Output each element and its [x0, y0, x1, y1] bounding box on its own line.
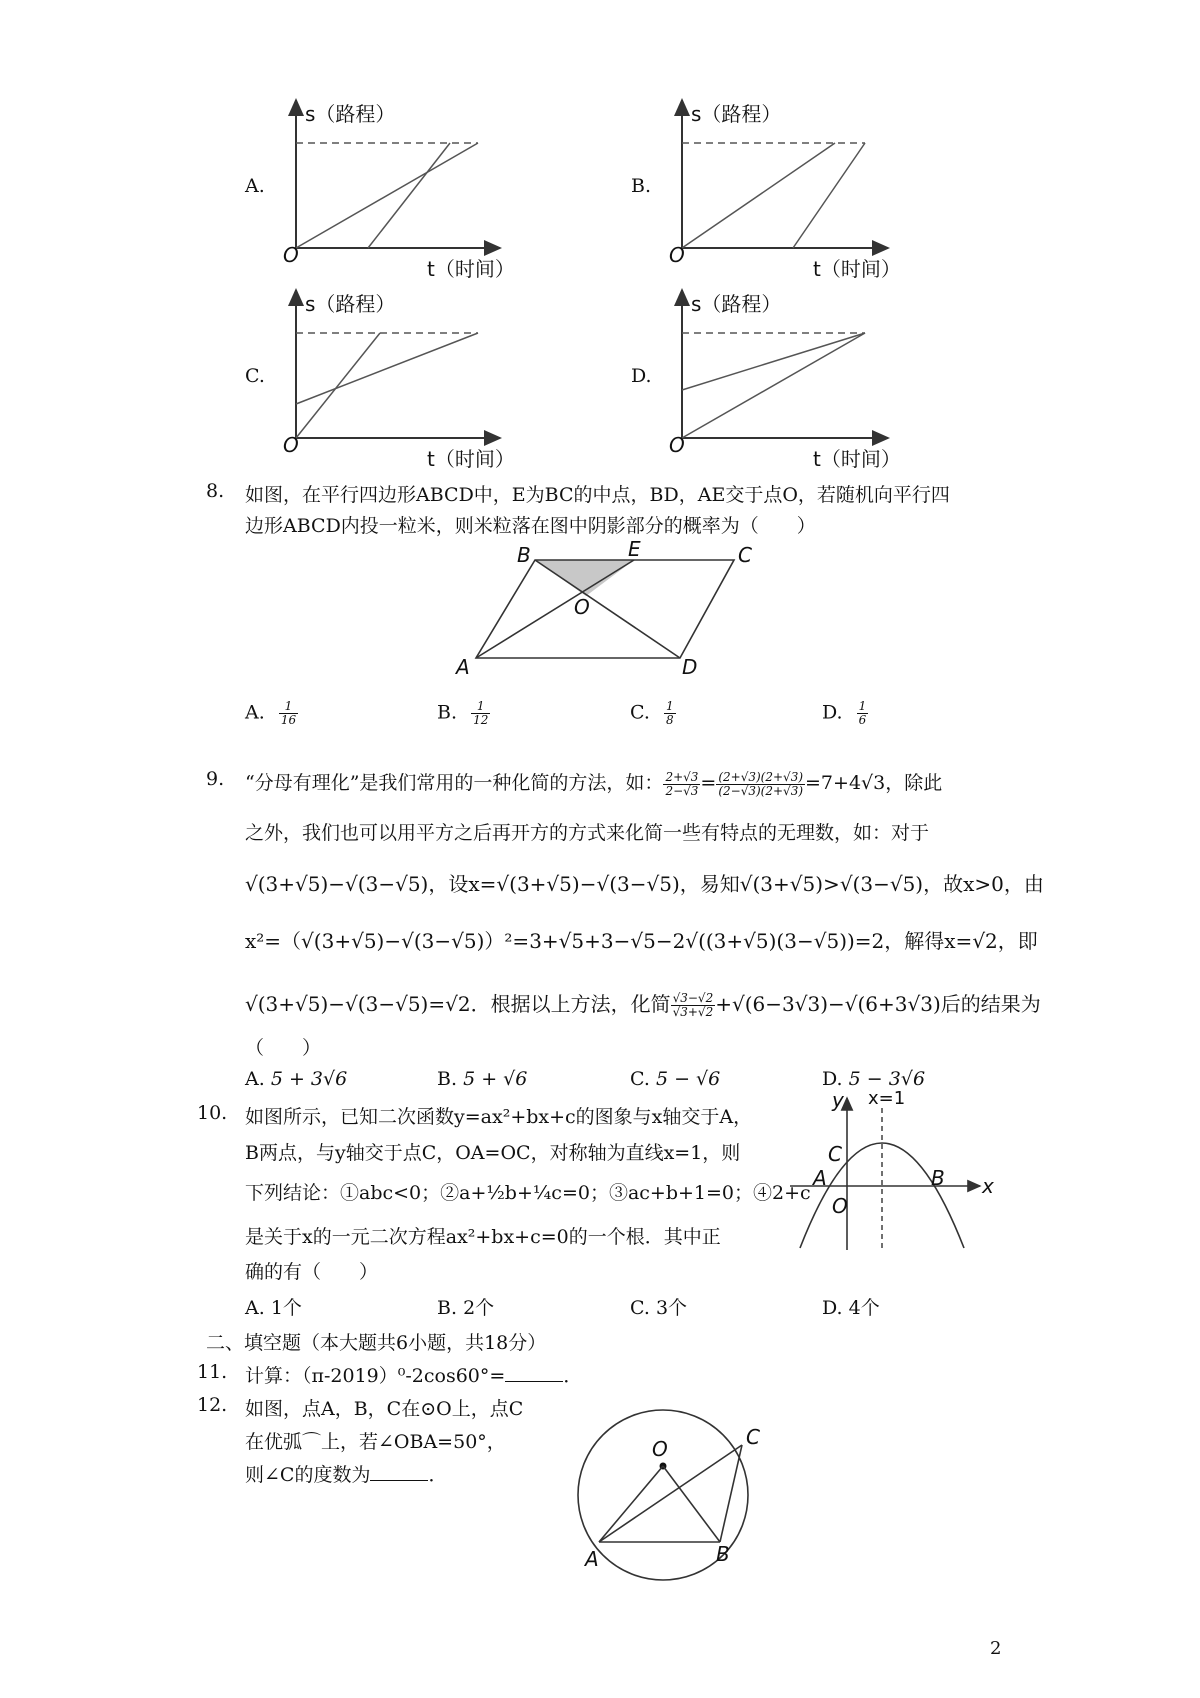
graph-d-y-label: s（路程） — [691, 292, 782, 316]
q10-label-c: C — [828, 1142, 842, 1166]
option-c-label: C. — [245, 365, 265, 387]
q7-graphs — [0, 0, 1200, 460]
q9-option-d: D. 5 − 3√6 — [822, 1068, 926, 1090]
q10-label-x1: x=1 — [868, 1088, 906, 1109]
q11-answer-blank[interactable] — [505, 1365, 563, 1382]
q9-option-b: B. 5 + √6 — [437, 1068, 528, 1090]
graph-a-x-label: t（时间） — [427, 257, 515, 281]
q10-line3: 下列结论：①abc<0；②a+½b+¼c=0；③ac+b+1=0；④2+c — [245, 1182, 811, 1204]
q12-line1: 如图，点A，B，C在⊙O上，点C — [245, 1398, 524, 1420]
q12-label-o: O — [652, 1437, 668, 1461]
q10-line5: 确的有（ ） — [245, 1261, 379, 1283]
q12-label-a: A — [585, 1547, 599, 1571]
graph-a-origin: O — [283, 243, 299, 267]
q10-label-o: O — [832, 1194, 848, 1218]
q10-label-x: x — [982, 1174, 994, 1198]
q9-line5: √(3+√5)−√(3−√5)=√2．根据以上方法，化简 $\frac{√3-√2}{√3+√2}$ +√(6−3√3)−√(6+3√3)后的结果为 — [245, 991, 1041, 1019]
graph-d-origin: O — [669, 433, 685, 457]
q8-option-b: B. $\frac{1}{12}$ — [437, 699, 489, 727]
q10-label-y: y — [832, 1088, 844, 1112]
section-heading: 二、填空题（本大题共6小题，共18分） — [206, 1332, 547, 1354]
q10-line1: 如图所示，已知二次函数y=ax²+bx+c的图象与x轴交于A， — [245, 1106, 753, 1128]
q11-text: 计算：（π-2019）⁰-2cos60°= ． — [245, 1365, 583, 1387]
q9-option-c: C. 5 − √6 — [630, 1068, 721, 1090]
q8-label-d: D — [682, 655, 698, 679]
q10-line2: B两点，与y轴交于点C，OA=OC，对称轴为直线x=1，则 — [245, 1142, 741, 1164]
q10-label-b: B — [931, 1166, 945, 1190]
q9-number: 9. — [206, 768, 225, 790]
q12-line3: 则∠C的度数为 ． — [245, 1464, 448, 1486]
q8-label-e: E — [628, 537, 641, 561]
graph-d-x-label: t（时间） — [813, 447, 901, 471]
q12-answer-blank[interactable] — [370, 1464, 428, 1481]
q12-number: 12. — [197, 1394, 228, 1416]
option-d-label: D. — [631, 365, 652, 387]
graph-b-y-label: s（路程） — [691, 102, 782, 126]
graph-b-x-label: t（时间） — [813, 257, 901, 281]
graph-a-y-label: s（路程） — [305, 102, 396, 126]
graph-c-origin: O — [283, 433, 299, 457]
q8-option-d: D. $\frac{1}{6}$ — [822, 699, 867, 727]
q12-label-c: C — [746, 1425, 760, 1449]
q10-line4: 是关于x的一元二次方程ax²+bx+c=0的一个根．其中正 — [245, 1226, 721, 1248]
q10-option-b: B. 2个 — [437, 1297, 495, 1319]
option-b-label: B. — [631, 175, 652, 197]
q10-option-c: C. 3个 — [630, 1297, 688, 1319]
q10-option-d: D. 4个 — [822, 1297, 880, 1319]
q10-number: 10. — [197, 1102, 228, 1124]
q8-label-c: C — [738, 543, 752, 567]
q11-number: 11. — [197, 1361, 228, 1383]
graph-c-y-label: s（路程） — [305, 292, 396, 316]
q9-line6: （ ） — [245, 1037, 322, 1059]
q8-line1: 如图，在平行四边形ABCD中，E为BC的中点，BD，AE交于点O，若随机向平行四 — [245, 484, 950, 506]
q8-option-c: C. $\frac{1}{8}$ — [630, 699, 674, 727]
q8-label-b: B — [517, 543, 531, 567]
q8-line2: 边形ABCD内投一粒米，则米粒落在图中阴影部分的概率为（ ） — [245, 515, 816, 537]
q9-line1: “分母有理化”是我们常用的一种化简的方法，如： $\frac{2+√3}{2-√3}$ = $\frac{(2+√3)(2+√3)}{(2-√3)(2+√3)}$ =7+4√3，除此 — [245, 769, 943, 798]
q10-label-a: A — [813, 1166, 827, 1190]
q10-option-a: A. 1个 — [245, 1297, 302, 1319]
q9-line3: √(3+√5)−√(3−√5)，设x=√(3+√5)−√(3−√5)，易知√(3+√5)>√(3−√5)，故x>0，由 — [245, 872, 1044, 896]
graph-b-origin: O — [669, 243, 685, 267]
q8-number: 8. — [206, 480, 225, 502]
q12-label-b: B — [716, 1542, 730, 1566]
q9-line2: 之外，我们也可以用平方之后再开方的方式来化简一些有特点的无理数，如：对于 — [245, 822, 930, 844]
q12-line2: 在优弧⌒上，若∠OBA=50°， — [245, 1431, 506, 1453]
option-a-label: A. — [245, 175, 265, 197]
q9-line4: x²=（√(3+√5)−√(3−√5)）²=3+√5+3−√5−2√((3+√5)(3−√5))=2，解得x=√2，即 — [245, 929, 1038, 953]
q8-label-a: A — [456, 655, 470, 679]
q8-option-a: A. $\frac{1}{16}$ — [245, 699, 297, 727]
q9-option-a: A. 5 + 3√6 — [245, 1068, 348, 1090]
q8-parallelogram-figure — [0, 540, 1200, 680]
q8-label-o: O — [574, 595, 590, 619]
page-number: 2 — [990, 1638, 1002, 1659]
graph-c-x-label: t（时间） — [427, 447, 515, 471]
